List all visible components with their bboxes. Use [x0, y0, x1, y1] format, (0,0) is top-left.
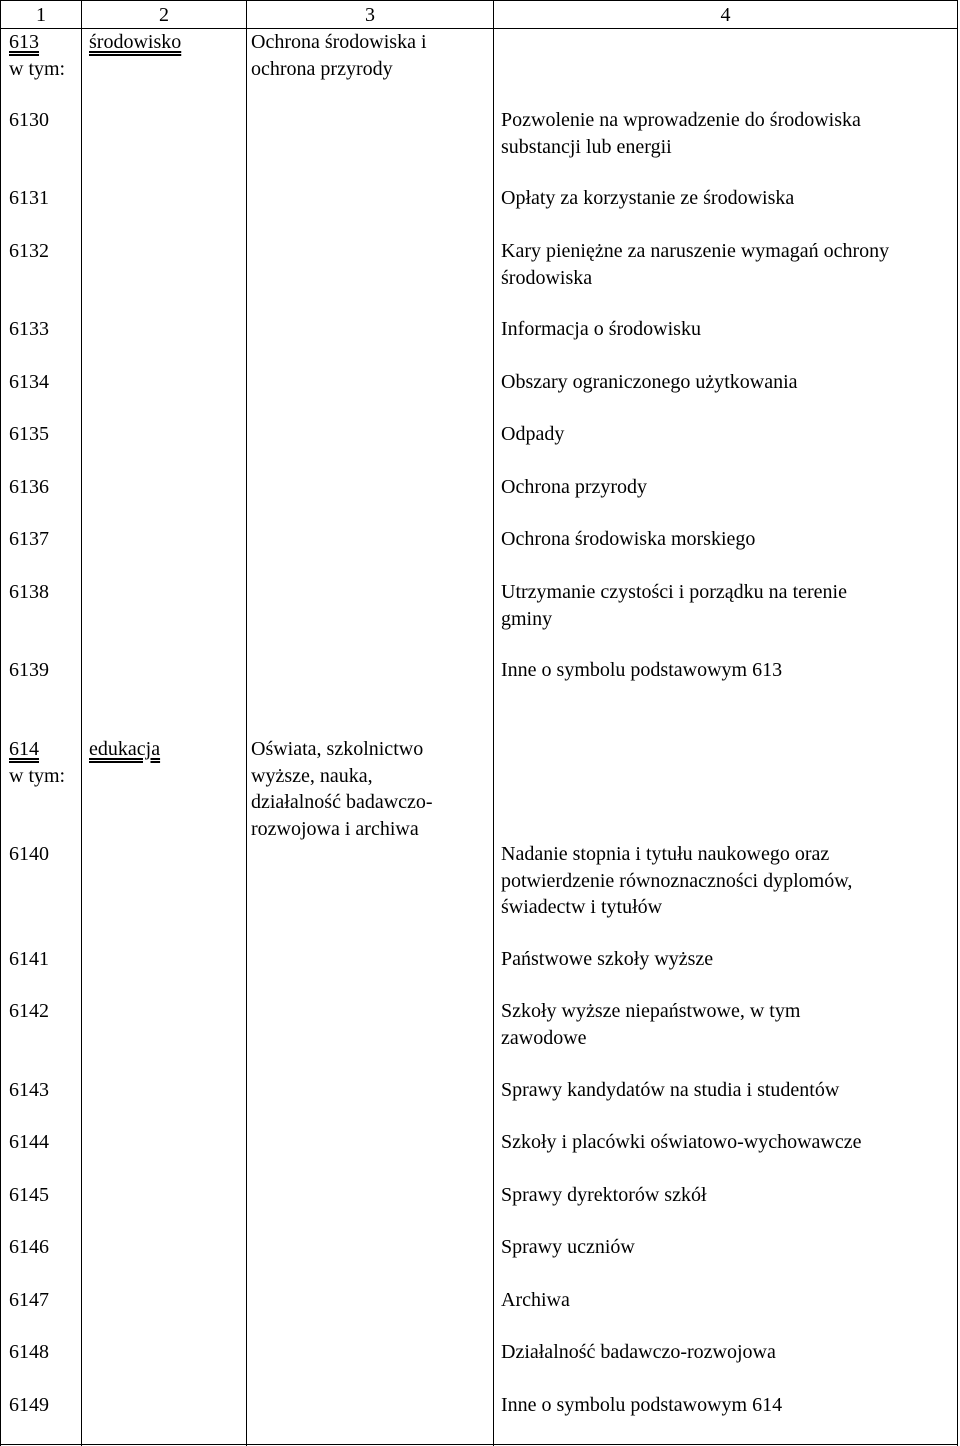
column-header-4: 4 [720, 4, 731, 26]
item-description-line: Pozwolenie na wprowadzenie do środowiska [501, 109, 861, 131]
item-description-line: świadectw i tytułów [501, 896, 663, 918]
item-description-line: Ochrona przyrody [501, 476, 648, 498]
item-code: 6136 [9, 476, 49, 498]
item-code: 6144 [9, 1131, 49, 1153]
group-keyword: edukacja [89, 738, 161, 760]
item-description-line: potwierdzenie równoznaczności dyplomów, [501, 869, 853, 892]
item-description-line: gminy [501, 607, 553, 630]
table-border-top [0, 0, 958, 1]
item-code: 6131 [9, 187, 49, 209]
item-code: 6147 [9, 1289, 49, 1311]
item-code: 6141 [9, 948, 49, 970]
item-code: 6135 [9, 423, 49, 445]
item-description-line: substancji lub energii [501, 135, 672, 158]
item-description-line: Kary pieniężne za naruszenie wymagań ochrony [501, 240, 890, 262]
item-code: 6149 [9, 1394, 49, 1416]
column-divider-1-2 [81, 0, 82, 1446]
item-description-line: Szkoły i placówki oświatowo-wychowawcze [501, 1131, 862, 1153]
item-description-line: Obszary ograniczonego użytkowania [501, 371, 798, 393]
item-code: 6142 [9, 1000, 49, 1022]
group-code: 613 [9, 31, 39, 53]
group-wtym-label: w tym: [9, 57, 66, 80]
group-title-line: Oświata, szkolnictwo [251, 738, 424, 760]
table-border-left [0, 0, 1, 1446]
item-description-line: Działalność badawczo-rozwojowa [501, 1341, 776, 1363]
item-description-line: Inne o symbolu podstawowym 613 [501, 659, 783, 681]
item-code: 6145 [9, 1184, 49, 1206]
table-border-bottom [0, 1444, 958, 1445]
column-header-1: 1 [36, 4, 46, 26]
item-code: 6138 [9, 581, 49, 603]
item-description-line: środowiska [501, 266, 593, 289]
group-title-line: ochrona przyrody [251, 57, 393, 80]
group-keyword: środowisko [89, 31, 182, 53]
item-description-line: Sprawy uczniów [501, 1236, 635, 1258]
column-header-3: 3 [365, 4, 375, 26]
item-description-line: Inne o symbolu podstawowym 614 [501, 1394, 783, 1416]
item-code: 6140 [9, 843, 49, 865]
item-description-line: Sprawy kandydatów na studia i studentów [501, 1079, 840, 1101]
group-title-line: Ochrona środowiska i [251, 31, 427, 53]
item-code: 6137 [9, 528, 49, 550]
table-border-right [957, 0, 958, 1446]
item-code: 6130 [9, 109, 49, 131]
item-description-line: Szkoły wyższe niepaństwowe, w tym [501, 1000, 801, 1022]
item-description-line: Informacja o środowisku [501, 318, 701, 340]
item-code: 6146 [9, 1236, 49, 1258]
item-description-line: Utrzymanie czystości i porządku na terenie [501, 581, 847, 603]
group-wtym-label: w tym: [9, 764, 66, 787]
item-code: 6133 [9, 318, 49, 340]
item-code: 6132 [9, 240, 49, 262]
item-code: 6134 [9, 371, 49, 393]
item-description-line: Nadanie stopnia i tytułu naukowego oraz [501, 843, 830, 865]
group-title-line: rozwojowa i archiwa [251, 817, 419, 840]
item-description-line: Ochrona środowiska morskiego [501, 528, 756, 550]
group-title-line: działalność badawczo- [251, 791, 433, 813]
column-divider-3-4 [493, 0, 494, 1446]
item-description-line: Archiwa [501, 1289, 570, 1311]
item-code: 6139 [9, 659, 49, 681]
column-header-2: 2 [159, 4, 169, 26]
item-description-line: Państwowe szkoły wyższe [501, 948, 714, 970]
item-description-line: zawodowe [501, 1026, 587, 1049]
item-description-line: Sprawy dyrektorów szkół [501, 1184, 707, 1206]
group-code: 614 [9, 738, 39, 760]
item-code: 6143 [9, 1079, 49, 1101]
group-title-line: wyższe, nauka, [251, 764, 373, 787]
item-description-line: Odpady [501, 423, 565, 445]
item-code: 6148 [9, 1341, 49, 1363]
item-description-line: Opłaty za korzystanie ze środowiska [501, 187, 795, 209]
column-divider-2-3 [246, 0, 247, 1446]
